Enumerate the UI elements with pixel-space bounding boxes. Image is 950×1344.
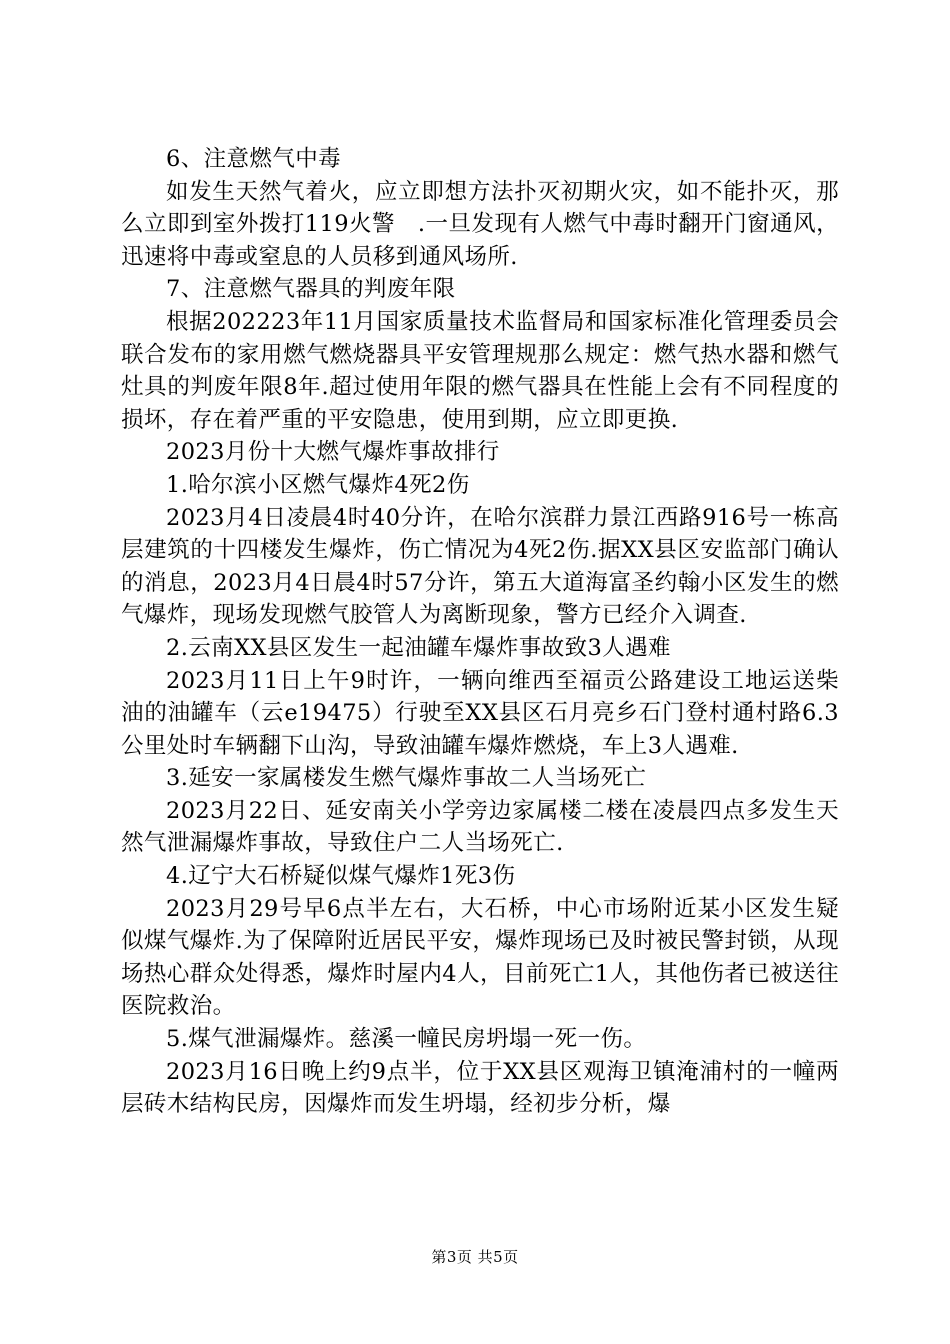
accident-body-yanan: 2023月22日、延安南关小学旁边家属楼二楼在凌晨四点多发生天然气泄漏爆炸事故，导致住户二人当场死亡. [121,797,839,857]
document-body [121,143,839,1121]
page-number-footer: 第3页 共5页 [431,1248,519,1266]
section-heading-accident-ranking: 2023月份十大燃气爆炸事故排行 [166,439,500,466]
paragraph-gas-fire-response: 如发生天然气着火，应立即想方法扑灭初期火灾，如不能扑灭，那么立即到室外拨打119火警 .一旦发现有人燃气中毒时翻开门窗通风，迅速将中毒或窒息的人员移到通风场所. [121,178,839,270]
accident-body-yunnan: 2023月11日上午9时许，一辆向维西至福贡公路建设工地运送柴油的油罐车（云e19475）行驶至XX县区石月亮乡石门登村通村路6.3公里处时车辆翻下山沟，导致油罐车爆炸燃烧，车上3人遇难. [121,667,839,759]
accident-title-harbin: 1.哈尔滨小区燃气爆炸4死2伤 [166,471,470,498]
section-heading-appliance-lifespan: 7、注意燃气器具的判废年限 [166,276,456,303]
accident-body-liaoning: 2023月29号早6点半左右，大石桥，中心市场附近某小区发生疑似煤气爆炸.为了保障附近居民平安，爆炸现场已及时被民警封锁，从现场热心群众处得悉，爆炸时屋内4人，目前死亡1人，其他伤者已被送往医院救治。 [121,895,839,1020]
accident-body-cixi: 2023月16日晚上约9点半，位于XX县区观海卫镇淹浦村的一幢两层砖木结构民房，因爆炸而发生坍塌，经初步分析，爆 [121,1058,839,1118]
accident-title-yanan: 3.延安一家属楼发生燃气爆炸事故二人当场死亡 [166,765,647,792]
paragraph-appliance-regulation: 根据202223年11月国家质量技术监督局和国家标准化管理委员会联合发布的家用燃气燃烧器具平安管理规那么规定：燃气热水器和燃气灶具的判废年限8年.超过使用年限的燃气器具在性能上会有不同程度的损坏，存在着严重的平安隐患，使用到期，应立即更换. [121,308,839,433]
accident-body-harbin: 2023月4日凌晨4时40分许，在哈尔滨群力景江西路916号一栋高层建筑的十四楼发生爆炸，伤亡情况为4死2伤.据XX县区安监部门确认的消息，2023月4日晨4时57分许，第五大道海富圣约翰小区发生的燃气爆炸，现场发现燃气胶管人为离断现象，警方已经介入调查. [121,504,839,629]
accident-title-cixi: 5.煤气泄漏爆炸。慈溪一幢民房坍塌一死一伤。 [166,1026,647,1053]
section-heading-gas-poisoning: 6、注意燃气中毒 [166,146,342,172]
accident-title-yunnan: 2.云南XX县区发生一起油罐车爆炸事故致3人遇难 [166,634,671,661]
accident-title-liaoning: 4.辽宁大石桥疑似煤气爆炸1死3伤 [166,863,516,890]
